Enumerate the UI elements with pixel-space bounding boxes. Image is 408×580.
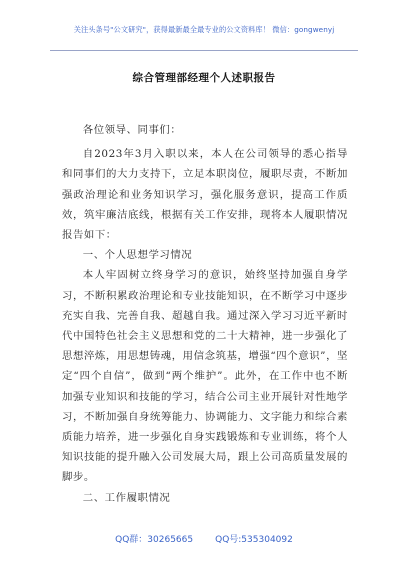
body-paragraph: 自2023年3月入职以来，本人在公司领导的悉心指导和同事们的大力支持下，立足本职岗位，履职尽责，不断加强政治理论和业务知识学习，强化服务意识，提高工作质效，筑牢廉洁底线，根据有关工作安排，现将本人履职情况报告如下： — [62, 148, 348, 242]
footer-qq-number: QQ号:535304092 — [215, 535, 293, 545]
footer-contact — [0, 532, 408, 545]
header-notice: 关注头条号"公文研究"，获得最新最全最专业的公文资料库！ 微信：gongwenyj — [73, 25, 335, 34]
section-heading: 二、工作履职情况 — [82, 491, 171, 504]
document-body — [62, 118, 348, 508]
greeting: 各位领导、同事们： — [82, 124, 182, 136]
section-heading: 一、个人思想学习情况 — [82, 249, 193, 262]
footer-qq-group: QQ群：30265665 — [115, 535, 194, 545]
document-title: 综合管理部经理个人述职报告 — [132, 72, 276, 84]
body-paragraph: 本人牢固树立终身学习的意识，始终坚持加强自身学习，不断积累政治理论和专业技能知识，在不断学习中逐步充实自我、完善自我、超越自我。通过深入学习习近平新时代中国特色社会主义思想和党的二十大精神，进一步强化了思想淬炼，用思想铸魂，用信念筑基，增强“四个意识”，坚定“四个自信”，做到“两个维护”。此外，在工作中也不断加强专业知识和技能的学习，结合公司主业开展针对性地学习，不断加强自身统筹能力、协调能力、文字能力和综合素质能力培养，进一步强化自身实践锻炼和专业训练，将个人知识技能的提升融入公司发展大局，跟上公司高质量发展的脚步。 — [62, 269, 348, 484]
header-divider — [50, 50, 358, 51]
